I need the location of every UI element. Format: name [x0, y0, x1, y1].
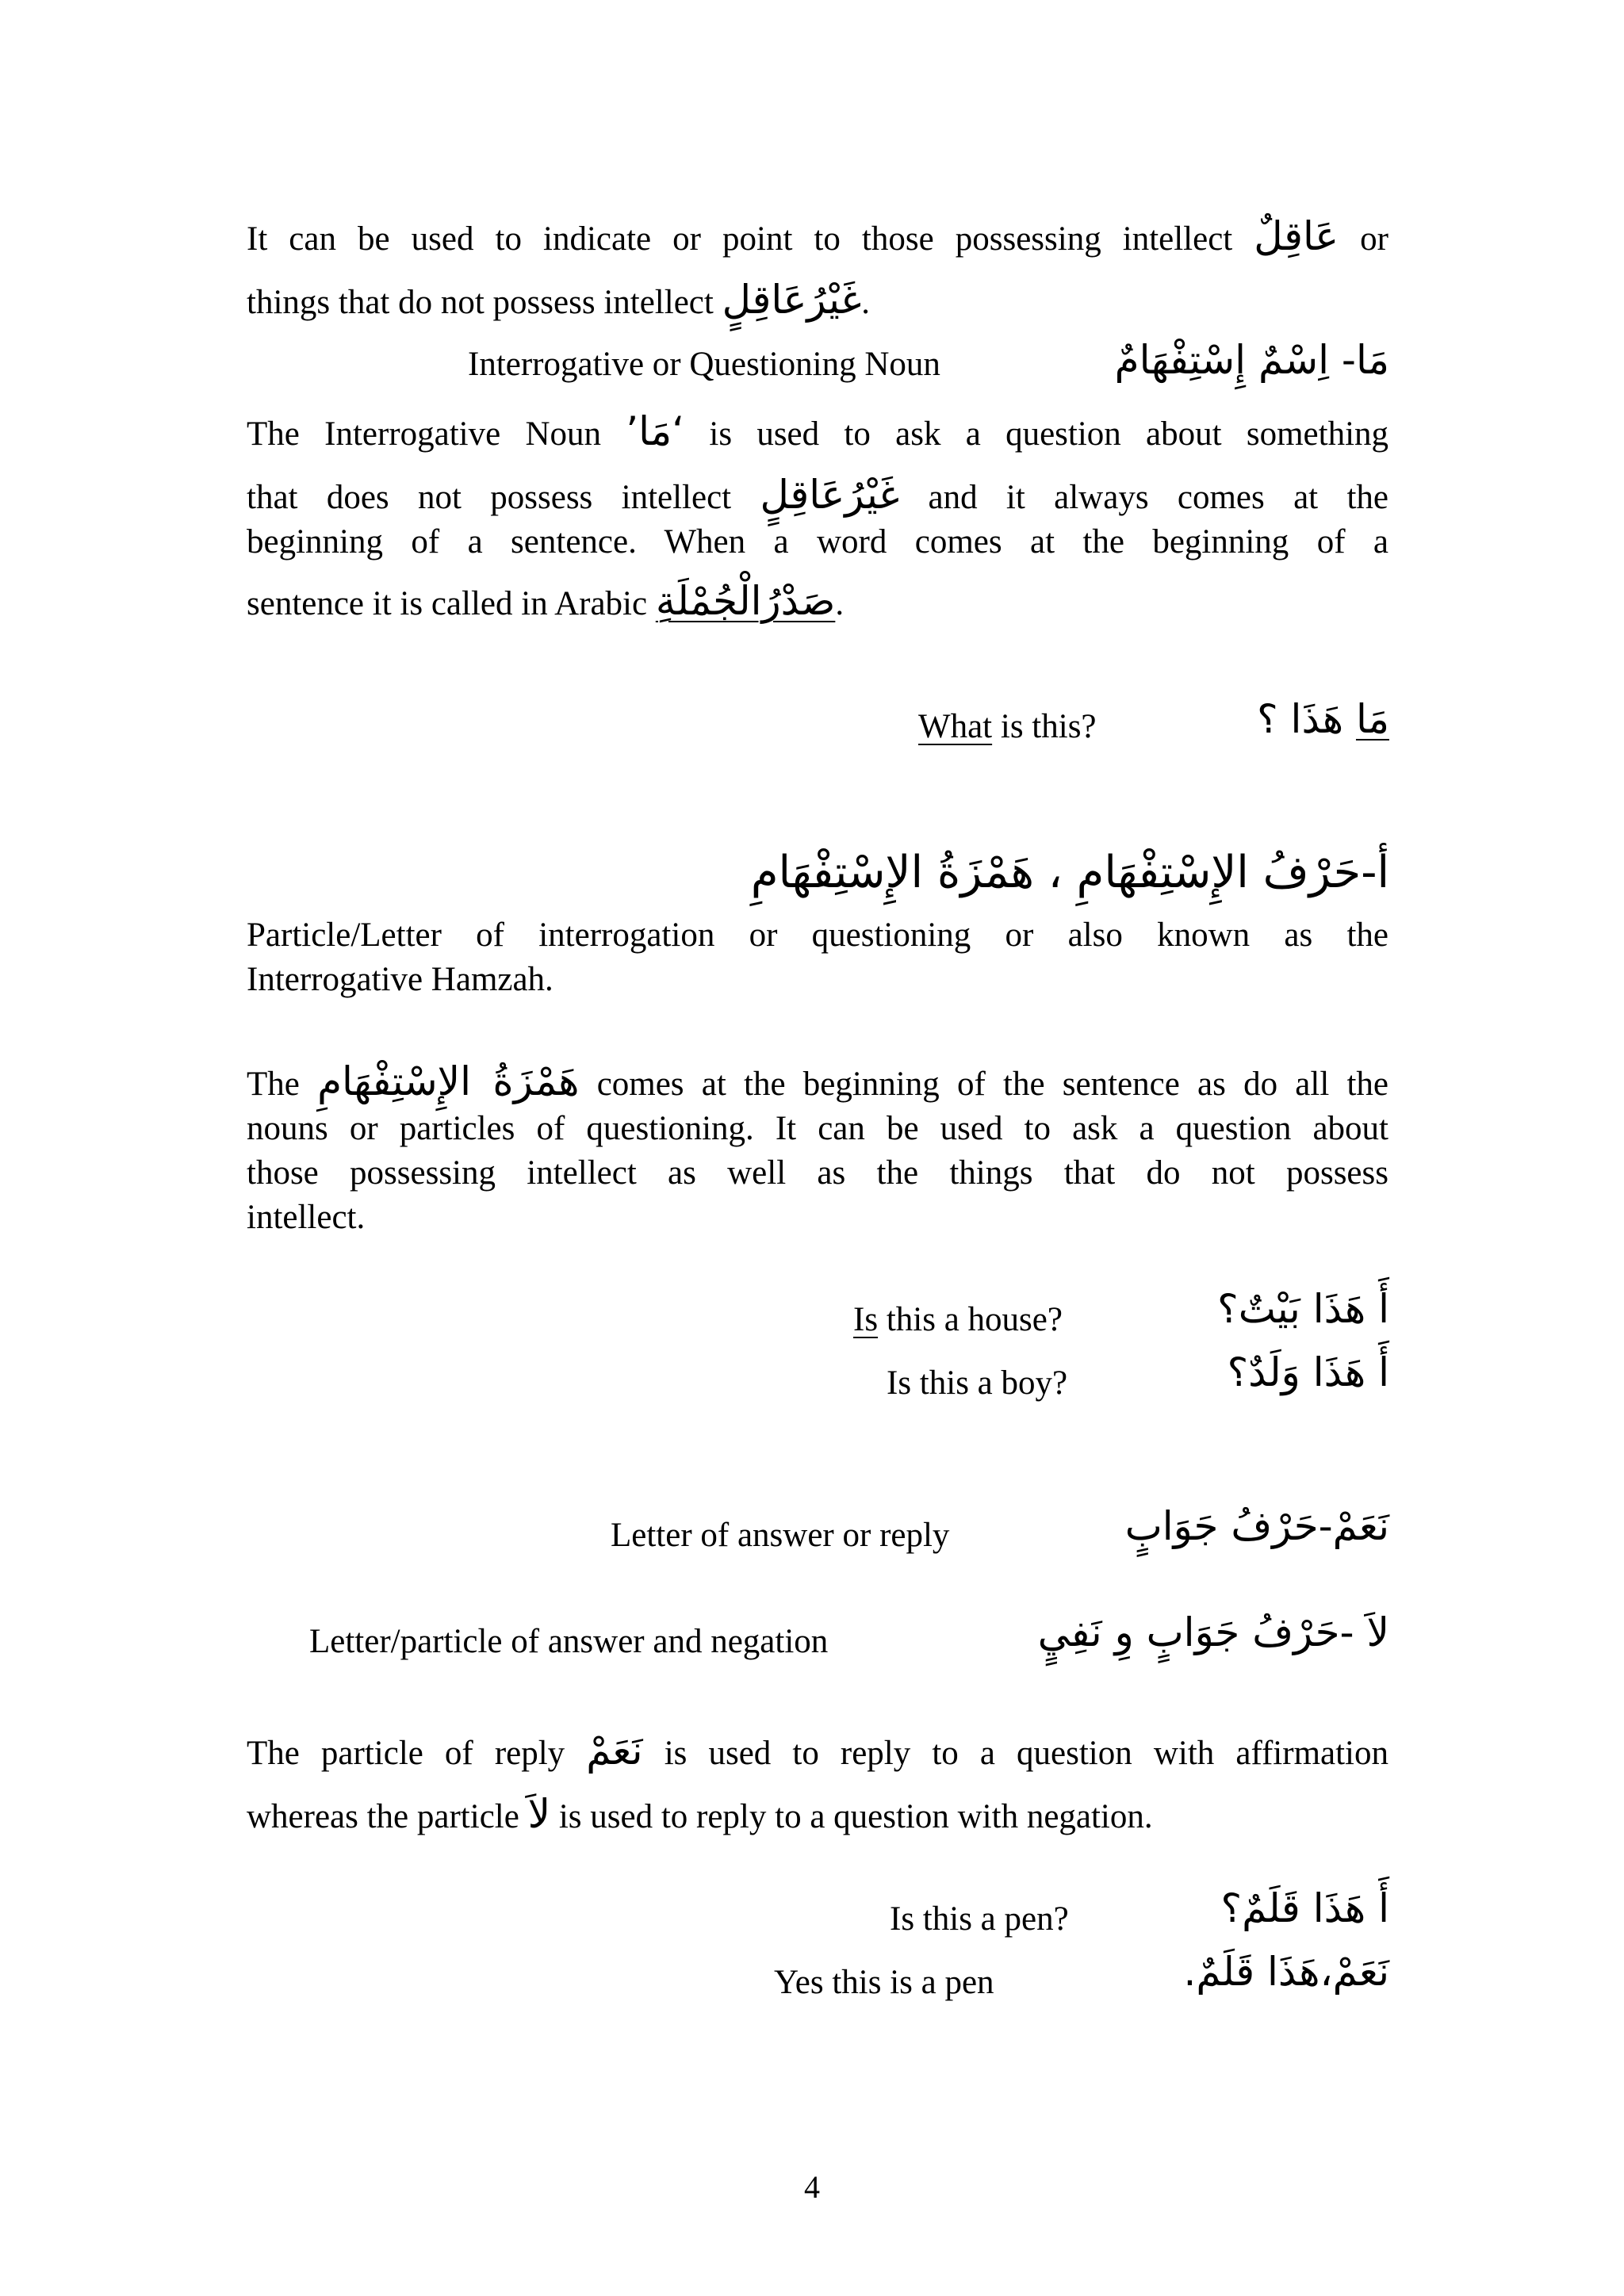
text: sentence it is called in Arabic [247, 585, 648, 622]
text: The [247, 1066, 300, 1103]
arabic-term: هَمْزَةُ الإِسْتِفْهَامِ [317, 1058, 580, 1104]
text: that does not possess intellect [247, 479, 732, 516]
text: The Interrogative Noun [247, 415, 601, 453]
example-what-is-this-arabic [1257, 696, 1389, 742]
heading-interrogative-noun-english: Interrogative or Questioning Noun [468, 346, 940, 383]
arabic-term: عَاقِلٌ [1254, 213, 1339, 259]
paragraph-4-line-1 [247, 1059, 1388, 1107]
underlined-word: مَا [1355, 696, 1389, 742]
paragraph-1-line-2 [247, 277, 1388, 325]
paragraph-3-line-1: Particle/Letter of interrogation or questioning or also known as the [247, 916, 1388, 954]
negation-letter-arabic: لاَ -حَرْفُ جَوَابٍ وِ نَفِيٍ [1037, 1609, 1389, 1655]
underlined-word: What [918, 708, 993, 745]
paragraph-2-line-4 [247, 579, 1388, 626]
arabic-term-underlined: صَدْرُالْجُمْلَةِ [655, 578, 836, 624]
heading-interrogative-noun-arabic: مَا- اِسْمٌ إِسْتِفْهَامٌ [1114, 337, 1389, 383]
text: comes at the beginning of the sentence as do all the [596, 1066, 1389, 1103]
text: or [1360, 220, 1388, 258]
text: Is this a boy? [887, 1364, 1068, 1402]
text: It can be used to indicate or point to those possessing intellect [247, 220, 1233, 258]
paragraph-1-line-1 [247, 214, 1388, 262]
text: . [861, 284, 870, 321]
reply-letter-arabic: نَعَمْ-حَرْفُ جَوَابٍ [1124, 1503, 1389, 1549]
text: this a house? [878, 1301, 1063, 1338]
paragraph-5-line-1 [247, 1728, 1388, 1776]
paragraph-2-line-2 [247, 473, 1388, 520]
example-yes-this-is-a-pen: Yes this is a pen [774, 1964, 994, 2001]
example-is-this-a-house [853, 1300, 1063, 1339]
text: is used to reply to a question with negation. [558, 1798, 1153, 1835]
text: is used to reply to a question with affirmation [664, 1735, 1388, 1772]
arabic-term: ‘مَا’ [626, 408, 685, 454]
arabic-term: نَعَمْ [586, 1728, 643, 1774]
page-number: 4 [804, 2169, 820, 2205]
reply-letter-english: Letter of answer or reply [611, 1517, 950, 1554]
text: is used to ask a question about something [709, 415, 1389, 453]
example-is-this-a-house-arabic: أَ هَذَا بَيْتٌ؟ [1217, 1286, 1389, 1332]
example-is-this-a-pen-arabic: أَ هَذَا قَلَمٌ؟ [1220, 1885, 1389, 1931]
paragraph-2-line-1 [247, 409, 1388, 457]
paragraph-5-line-2 [247, 1792, 1388, 1839]
text: . [835, 585, 845, 622]
paragraph-2-line-3: beginning of a sentence. When a word comes at the beginning of a [247, 523, 1388, 561]
negation-letter-english: Letter/particle of answer and negation [309, 1623, 829, 1660]
example-is-this-a-pen: Is this a pen? [890, 1900, 1069, 1938]
text: is this? [992, 708, 1097, 745]
text: things that do not possess intellect [247, 284, 714, 321]
example-is-this-a-boy [887, 1364, 1067, 1402]
paragraph-4-line-4: intellect. [247, 1199, 366, 1236]
text: هَذَا ؟ [1257, 696, 1356, 742]
paragraph-3-line-2: Interrogative Hamzah. [247, 961, 553, 998]
example-yes-this-is-a-pen-arabic: نَعَمْ،هَذَا قَلَمٌ. [1183, 1949, 1389, 1995]
example-what-is-this [918, 707, 1097, 746]
paragraph-4-line-2: nouns or particles of questioning. It can be used to ask a question about [247, 1110, 1388, 1147]
text: whereas the particle [247, 1798, 519, 1835]
text: and it always comes at the [928, 479, 1388, 516]
paragraph-4-line-3: those possessing intellect as well as the things that do not possess [247, 1154, 1388, 1192]
underlined-word: Is [853, 1301, 879, 1338]
text: The particle of reply [247, 1735, 565, 1772]
arabic-term: غَيْرُعَاقِلٍ [722, 277, 862, 323]
heading-interrogative-hamzah-arabic: أ-حَرْفُ الإِسْتِفْهَامِ ، هَمْزَةُ الإِسْتِفْهَامِ [750, 847, 1389, 898]
example-is-this-a-boy-arabic: أَ هَذَا وَلَدٌ؟ [1227, 1349, 1389, 1395]
arabic-term: لاَ [527, 1791, 551, 1837]
arabic-term: غَيْرُعَاقِلٍ [760, 472, 900, 518]
